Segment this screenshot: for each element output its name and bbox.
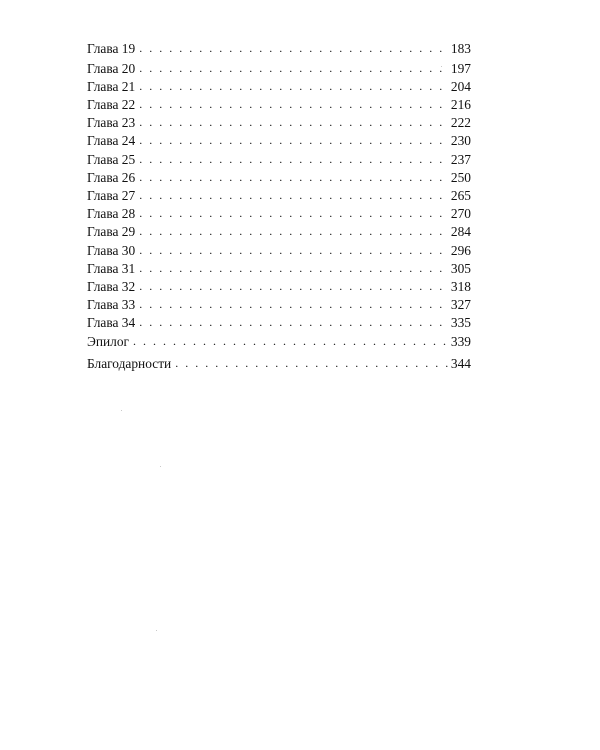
toc-entry-chapter-26: [87, 169, 471, 187]
toc-entry-page-number: 284: [450, 224, 471, 240]
toc-entry-page-number: 339: [450, 333, 471, 349]
toc-entry-page-number: 344: [450, 355, 471, 371]
toc-entry-chapter-33: [87, 296, 471, 314]
toc-entry-acknowledgements: [87, 355, 471, 373]
toc-entry-label: Глава 22: [87, 97, 136, 113]
toc-entry-epilogue: [87, 333, 471, 351]
toc-entry-page-number: 183: [450, 41, 471, 56]
toc-dot-leader: [139, 241, 450, 259]
toc-entry-page-number: 204: [450, 78, 471, 94]
toc-entry-label: Глава 24: [87, 133, 136, 149]
toc-dot-leader: [139, 204, 450, 222]
toc-dot-leader: [139, 131, 450, 149]
toc-entry-label: Глава 31: [87, 260, 136, 276]
toc-entry-page-number: 335: [450, 315, 471, 331]
toc-dot-leader: [139, 39, 450, 57]
toc-dot-leader: [139, 113, 450, 131]
toc-entry-chapter-27: [87, 187, 471, 205]
scan-speck: [441, 66, 442, 67]
toc-entry-page-number: 296: [450, 242, 471, 258]
toc-dot-leader: [139, 295, 450, 313]
toc-entry-chapter-21: [87, 78, 471, 96]
toc-entry-label: Благодарности: [87, 355, 172, 371]
toc-entry-chapter-24: [87, 132, 471, 150]
toc-entry-chapter-25: [87, 151, 471, 169]
toc-entry-chapter-31: [87, 260, 471, 278]
toc-dot-leader: [139, 95, 450, 113]
toc-entry-label: Глава 23: [87, 115, 136, 131]
toc-entry-label: Глава 34: [87, 315, 136, 331]
toc-dot-leader: [139, 313, 450, 331]
toc-entry-page-number: 250: [450, 169, 471, 185]
toc-entry-chapter-28: [87, 205, 471, 223]
toc-entry-chapter-22: [87, 96, 471, 114]
toc-entry-label: Глава 33: [87, 297, 136, 313]
toc-dot-leader: [139, 77, 450, 95]
toc-dot-leader: [175, 354, 450, 372]
toc-entry-chapter-34: [87, 314, 471, 332]
toc-entry-page-number: 270: [450, 206, 471, 222]
toc-entry-label: Глава 29: [87, 224, 136, 240]
toc-entry-chapter-20: [87, 60, 471, 78]
toc-entry-label: Эпилог: [87, 333, 130, 349]
toc-entry-label: Глава 26: [87, 169, 136, 185]
table-of-contents: [87, 40, 471, 373]
toc-entry-label: Глава 19: [87, 41, 136, 56]
toc-entry-page-number: 230: [450, 133, 471, 149]
toc-dot-leader: [139, 186, 450, 204]
toc-entry-chapter-29: [87, 223, 471, 241]
toc-entry-label: Глава 20: [87, 60, 136, 76]
toc-entry-chapter-23: [87, 114, 471, 132]
toc-entry-page-number: 237: [450, 151, 471, 167]
toc-dot-leader: [139, 259, 450, 277]
toc-entry-label: Глава 27: [87, 188, 136, 203]
toc-entry-label: Глава 21: [87, 78, 136, 94]
toc-entry-chapter-32: [87, 278, 471, 296]
toc-entry-page-number: 222: [450, 115, 471, 131]
toc-entry-page-number: 318: [450, 278, 471, 294]
toc-entry-label: Глава 25: [87, 151, 136, 167]
toc-entry-page-number: 216: [450, 97, 471, 113]
toc-dot-leader: [139, 168, 450, 186]
toc-dot-leader: [139, 59, 450, 77]
scan-speck: [121, 410, 122, 411]
toc-entry-chapter-30: [87, 242, 471, 260]
toc-entry-page-number: 197: [450, 60, 471, 76]
toc-entry-label: Глава 28: [87, 206, 136, 222]
toc-entry-page-number: 265: [450, 188, 471, 203]
toc-entry-label: Глава 32: [87, 278, 136, 294]
toc-entry-page-number: 327: [450, 297, 471, 313]
scan-speck: [160, 466, 161, 467]
toc-entry-label: Глава 30: [87, 242, 136, 258]
toc-dot-leader: [139, 150, 450, 168]
toc-entry-page-number: 305: [450, 260, 471, 276]
toc-dot-leader: [139, 277, 450, 295]
toc-entry-chapter-19: [87, 40, 471, 58]
toc-dot-leader: [139, 222, 450, 240]
scan-speck: [156, 630, 157, 631]
toc-dot-leader: [133, 332, 450, 350]
